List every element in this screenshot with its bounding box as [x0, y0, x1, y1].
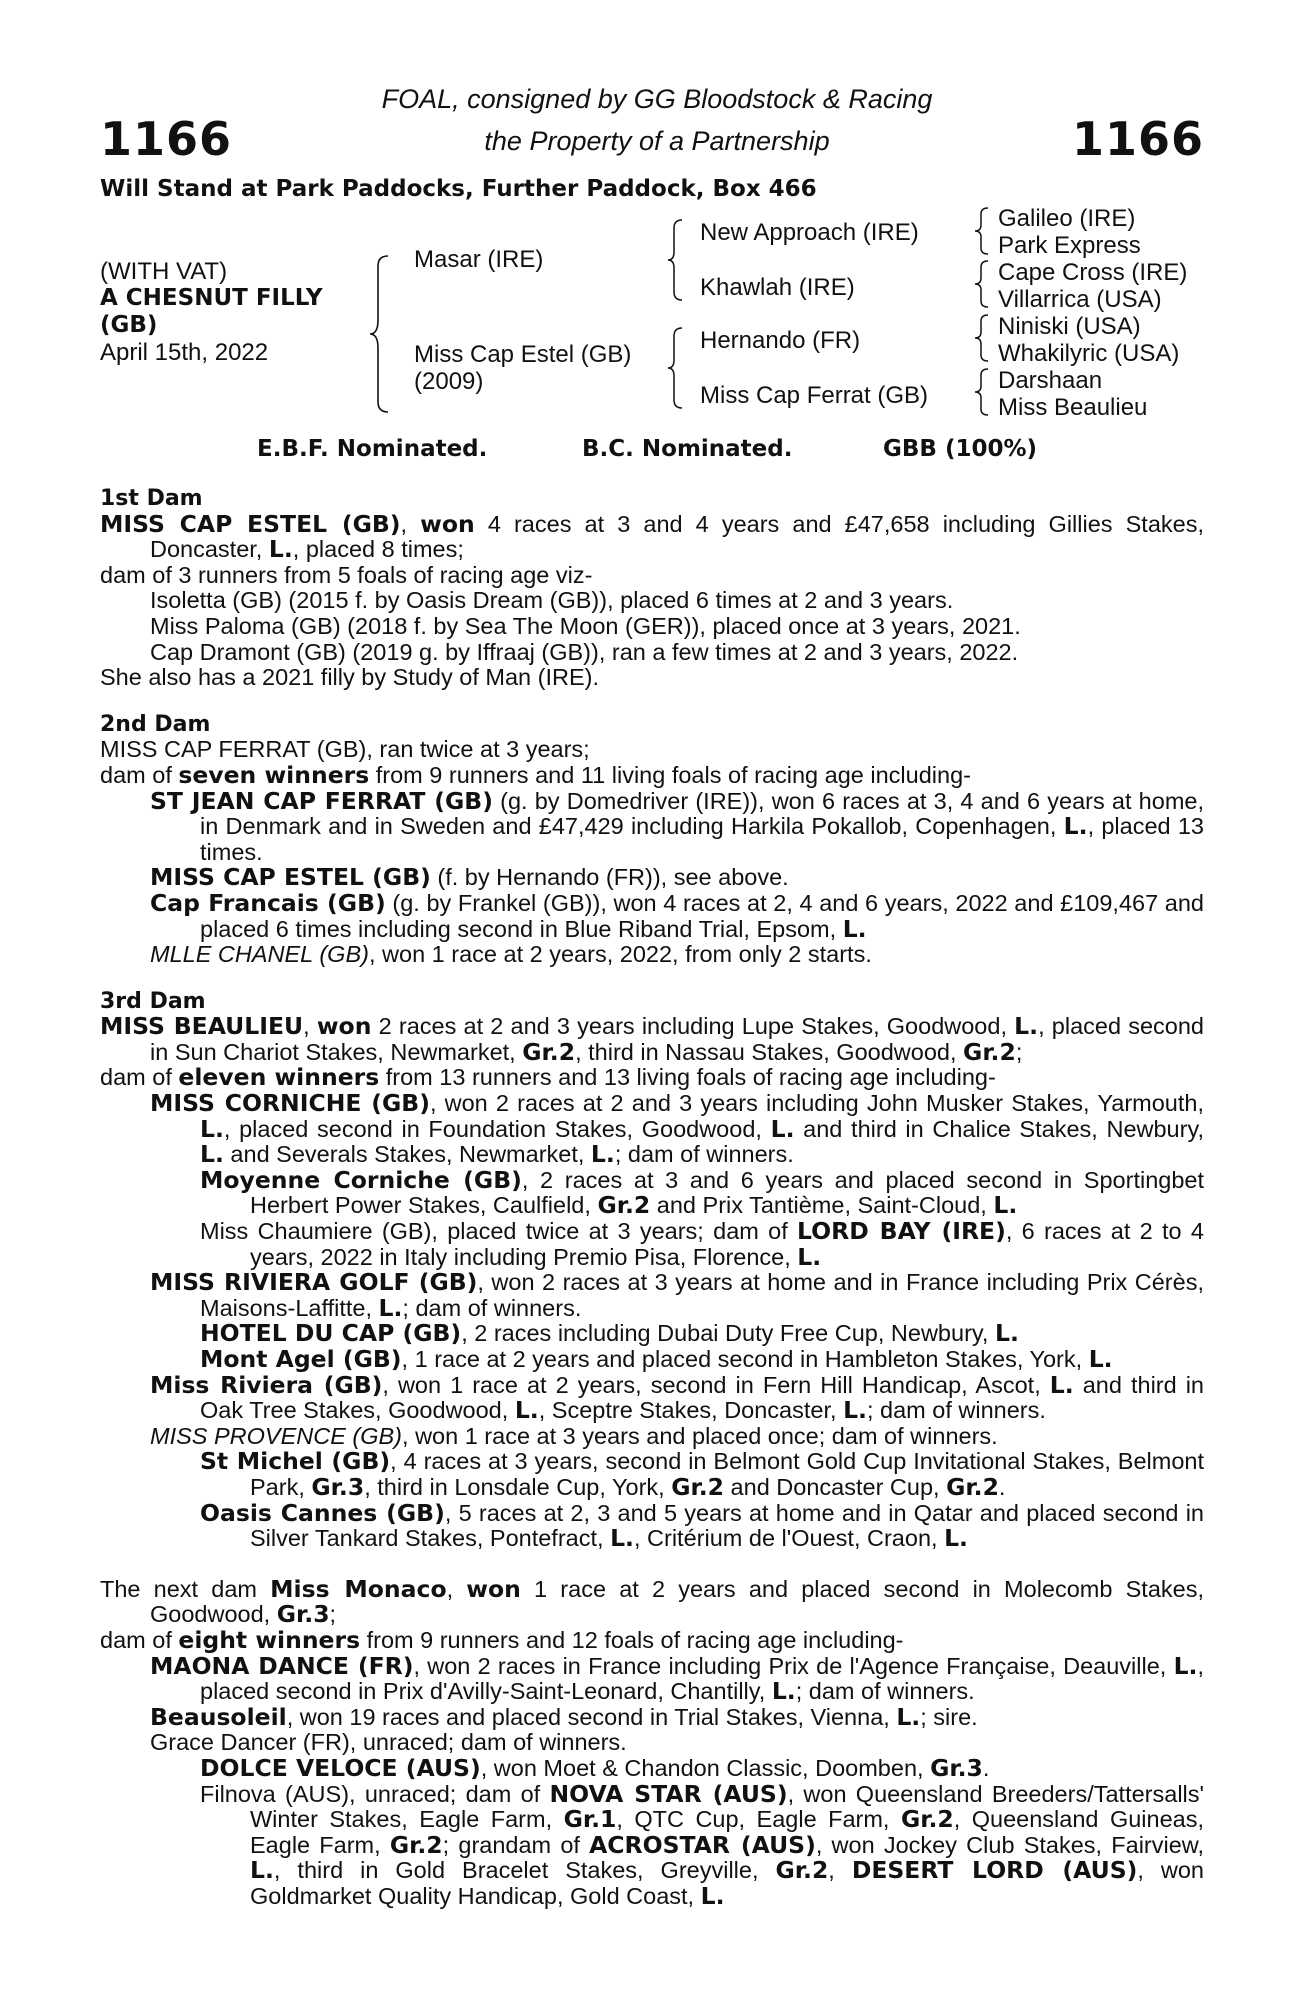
gbb-note: GBB (100%) — [883, 436, 1038, 462]
pedigree-paragraph — [100, 640, 1204, 666]
text-run: , placed 8 times; — [292, 536, 464, 563]
bold-text: L. — [771, 1677, 796, 1706]
dam-name: Miss Cap Estel (GB) — [414, 341, 632, 368]
pedigree-brace-g3-2 — [972, 259, 992, 309]
pedigree-paragraph — [100, 1424, 1204, 1450]
bold-text: L. — [200, 1114, 224, 1143]
pedigree-brace-g3-1 — [972, 206, 992, 256]
pedigree-paragraph — [100, 509, 1204, 564]
bold-text: ACROSTAR (AUS) — [589, 1830, 816, 1859]
pedigree-paragraph — [100, 665, 1204, 691]
bold-text: Cap Francais (GB) — [150, 888, 386, 917]
bold-text: eight winners — [178, 1625, 361, 1654]
text-run: , third in Lonsdale Cup, York, — [364, 1473, 672, 1500]
bold-text: L. — [994, 1319, 1019, 1348]
bold-text: Gr.2 — [522, 1037, 576, 1066]
text-run: and Prix Tantième, Saint-Cloud, — [650, 1192, 994, 1219]
text-run: , — [303, 1013, 317, 1040]
pedigree-paragraph — [100, 1014, 1204, 1065]
text-run: , won Goldmarket Quality Handicap, Gold Coast, — [250, 1857, 1204, 1909]
pedigree-paragraph — [100, 1730, 1204, 1756]
text-run: . — [982, 1754, 990, 1781]
text-run: She also has a 2021 filly by Study of Man (IRE). — [100, 664, 599, 691]
text-run: , 2 races including Dubai Duty Free Cup, Newbury, — [461, 1320, 995, 1347]
text-run: . — [998, 1473, 1006, 1500]
text-run: , won 2 races at 3 years at home and in France including Prix Cérès, Maisons-Laffitte, — [200, 1269, 1204, 1321]
stand-line: Will Stand at Park Paddocks, Further Paddock, Box 466 — [100, 176, 817, 202]
text-run: dam of — [100, 1064, 179, 1091]
text-run: ; dam of winners. — [866, 1397, 1046, 1424]
bold-text: Gr.2 — [597, 1191, 651, 1220]
text-run: ; grandam of — [442, 1831, 590, 1858]
text-run: and Doncaster Cup, — [724, 1473, 947, 1500]
pedigree-gen3-3: Cape Cross (IRE) — [998, 259, 1188, 286]
third-dam-heading: 3rd Dam — [100, 988, 206, 1014]
bold-text: DOLCE VELOCE (AUS) — [200, 1753, 481, 1782]
bold-text: MISS CORNICHE (GB) — [150, 1089, 430, 1118]
text-run: ; — [329, 1601, 337, 1628]
third-dam-section — [100, 1014, 1204, 1551]
text-run: , third in Nassau Stakes, Goodwood, — [575, 1038, 964, 1065]
bold-text: L. — [200, 1140, 224, 1169]
text-run: from 9 runners and 12 foals of racing age including- — [360, 1626, 904, 1653]
pedigree-gen3-1: Galileo (IRE) — [998, 205, 1136, 232]
text-run: ; sire. — [920, 1703, 978, 1730]
bold-text: seven winners — [178, 760, 370, 789]
text-run: , placed second in Foundation Stakes, Goodwood, — [223, 1115, 771, 1142]
pedigree-paragraph — [100, 1574, 1204, 1629]
pedigree-paragraph — [100, 614, 1204, 640]
text-run: , won 1 race at 2 years, 2022, from only 2 starts. — [368, 941, 872, 968]
text-run: , — [828, 1857, 852, 1884]
bold-text: Gr.3 — [311, 1472, 365, 1501]
vat-note: (WITH VAT) — [100, 258, 228, 285]
bold-text: Miss Monaco — [270, 1574, 447, 1603]
text-run: and third in Chalice Stakes, Newbury, — [794, 1115, 1204, 1142]
pedigree-paragraph — [100, 1091, 1204, 1168]
bold-text: MISS CAP ESTEL (GB) — [150, 863, 431, 892]
pedigree-paragraph — [100, 737, 1204, 763]
bold-text: L. — [514, 1396, 539, 1425]
bold-text: Miss Riviera (GB) — [150, 1370, 383, 1399]
text-run: , placed second in Prix d'Avilly-Saint-Leonard, Chantilly, — [200, 1652, 1204, 1705]
bold-text: MISS CAP ESTEL (GB) — [100, 509, 401, 538]
bold-text: MAONA DANCE (FR) — [150, 1651, 414, 1680]
text-run: , won Moet & Chandon Classic, Doomben, — [480, 1754, 931, 1781]
pedigree-brace-dam — [666, 326, 686, 410]
text-run: , won 1 race at 2 years, second in Fern Hill Handicap, Ascot, — [382, 1371, 1050, 1398]
bold-text: L. — [842, 914, 867, 943]
bold-text: Beausoleil — [150, 1702, 287, 1731]
text-run: (f. by Hernando (FR)), see above. — [430, 864, 789, 891]
bold-text: ST JEAN CAP FERRAT (GB) — [150, 786, 493, 815]
text-run: Miss Paloma (GB) (2018 f. by Sea The Moon (GER)), placed once at 3 years, 2021. — [150, 612, 1021, 639]
text-run: Cap Dramont (GB) (2019 g. by Iffraaj (GB)), ran a few times at 2 and 3 years, 2022. — [150, 638, 1019, 665]
text-run: , won 2 races at 2 and 3 years including John Musker Stakes, Yarmouth, — [429, 1090, 1204, 1117]
pedigree-paragraph — [100, 1165, 1204, 1220]
text-run: , won Queensland Breeders/Tattersalls' Winter Stakes, Eagle Farm, — [250, 1780, 1204, 1833]
pedigree-paragraph — [100, 588, 1204, 614]
text-run: (g. by Frankel (GB)), won 4 races at 2, 4 and 6 years, 2022 and £109,467 and placed 6 times including second in Blue Riband Trial, Epsom, — [200, 889, 1205, 942]
pedigree-paragraph — [100, 888, 1205, 943]
text-run: dam of — [100, 1626, 179, 1653]
pedigree-gen2-3: Hernando (FR) — [700, 327, 861, 354]
pedigree-paragraph — [100, 1449, 1204, 1500]
text-run: dam of 3 runners from 5 foals of racing age viz- — [100, 561, 593, 588]
text-run: , 6 races at 2 to 4 years, 2022 in Italy including Premio Pisa, Florence, — [250, 1218, 1204, 1270]
text-run: , 4 races at 3 years, second in Belmont Gold Cup Invitational Stakes, Belmont Park, — [250, 1448, 1205, 1500]
bold-text: Oasis Cannes (GB) — [200, 1498, 445, 1527]
bold-text: eleven winners — [178, 1063, 380, 1092]
bold-text: L. — [378, 1293, 403, 1322]
pedigree-paragraph — [100, 1702, 1204, 1731]
pedigree-paragraph — [100, 1321, 1204, 1347]
pedigree-gen2-1: New Approach (IRE) — [700, 219, 919, 246]
pedigree-paragraph — [100, 563, 1204, 589]
bold-text: L. — [590, 1140, 615, 1169]
text-run: , 2 races at 3 and 6 years and placed second in Sportingbet Herbert Power Stakes, Caulfield, — [250, 1166, 1204, 1219]
pedigree-paragraph — [100, 786, 1204, 866]
sire-name: Masar (IRE) — [414, 246, 544, 273]
italic-text: MISS PROVENCE (GB) — [150, 1422, 403, 1449]
bold-text: NOVA STAR (AUS) — [549, 1779, 788, 1808]
pedigree-paragraph — [100, 1347, 1204, 1373]
bold-text: LORD BAY (IRE) — [797, 1217, 1006, 1246]
first-dam-section — [100, 509, 1204, 691]
bold-text: won — [466, 1574, 521, 1603]
bold-text: Gr.2 — [671, 1472, 725, 1501]
bold-text: Gr.2 — [775, 1856, 829, 1885]
bold-text: Gr.2 — [963, 1037, 1016, 1066]
horse-name: A CHESNUT FILLY — [100, 285, 323, 311]
text-run: The next dam — [100, 1575, 271, 1602]
next-dam-section — [100, 1574, 1204, 1910]
bold-text: L. — [700, 1881, 725, 1910]
text-run: , Queensland Guineas, Eagle Farm, — [250, 1806, 1204, 1858]
lot-number-right: 1166 — [1071, 112, 1204, 166]
pedigree-paragraph — [100, 1779, 1204, 1910]
second-dam-heading: 2nd Dam — [100, 711, 211, 737]
text-run: , — [446, 1575, 467, 1602]
text-run: ; dam of winners. — [402, 1294, 582, 1321]
pedigree-paragraph — [100, 1498, 1205, 1553]
text-run: , 5 races at 2, 3 and 5 years at home and in Qatar and placed second in Silver Tankard Stakes, Pontefract, — [250, 1499, 1205, 1552]
bold-text: MISS RIVIERA GOLF (GB) — [150, 1268, 478, 1297]
pedigree-brace-sire — [666, 218, 686, 302]
text-run: , placed 13 times. — [200, 813, 1204, 865]
consignor-line: FOAL, consigned by GG Bloodstock & Racing — [381, 84, 933, 114]
bold-text: L. — [1063, 812, 1088, 841]
text-run: 1 race at 2 years and placed second in Molecomb Stakes, Goodwood, — [150, 1575, 1204, 1628]
bold-text: L. — [1173, 1651, 1198, 1680]
text-run: (g. by Domedriver (IRE)), won 6 races at 3, 4 and 6 years at home, in Denmark and in Sweden and £47,429 including Harkila Pokallob, Copenhagen, — [200, 787, 1204, 840]
bold-text: MISS BEAULIEU — [100, 1012, 304, 1041]
pedigree-paragraph — [100, 1370, 1205, 1425]
lot-number-left: 1166 — [100, 112, 233, 166]
bold-text: Gr.3 — [930, 1753, 983, 1782]
text-run: ; — [1015, 1038, 1023, 1065]
text-run: ; dam of winners. — [614, 1141, 794, 1168]
pedigree-brace-main — [368, 254, 392, 414]
italic-text: MLLE CHANEL (GB) — [150, 941, 369, 968]
bold-text: Gr.3 — [276, 1600, 330, 1629]
text-run: Filnova (AUS), unraced; dam of — [200, 1780, 550, 1807]
pedigree-gen2-4: Miss Cap Ferrat (GB) — [700, 382, 929, 409]
bold-text: L. — [843, 1396, 867, 1425]
pedigree-paragraph — [100, 1625, 1204, 1654]
bold-text: Gr.2 — [389, 1830, 443, 1859]
bold-text: Gr.2 — [900, 1805, 954, 1834]
first-dam-heading: 1st Dam — [100, 486, 203, 511]
pedigree-gen3-5: Niniski (USA) — [998, 313, 1141, 340]
bold-text: Gr.1 — [563, 1805, 617, 1834]
bold-text: L. — [610, 1524, 634, 1553]
pedigree-brace-g3-4 — [972, 367, 992, 417]
pedigree-brace-g3-3 — [972, 313, 992, 363]
text-run: from 13 runners and 13 living foals of racing age including- — [379, 1064, 996, 1091]
bold-text: DESERT LORD (AUS) — [851, 1856, 1138, 1885]
text-run: ; dam of winners. — [795, 1678, 975, 1705]
text-run: 2 races at 2 and 3 years including Lupe Stakes, Goodwood, — [371, 1013, 1015, 1040]
bold-text: L. — [1088, 1345, 1113, 1373]
pedigree-gen2-2: Khawlah (IRE) — [700, 274, 855, 301]
bold-text: L. — [797, 1242, 822, 1271]
pedigree-paragraph — [100, 942, 1204, 968]
text-run: , won 2 races in France including Prix de l'Agence Française, Deauville, — [413, 1652, 1174, 1679]
catalogue-body — [100, 486, 1204, 1909]
text-run: , Critérium de l'Ouest, Craon, — [633, 1525, 945, 1552]
property-line: the Property of a Partnership — [484, 126, 830, 156]
pedigree-paragraph — [100, 1753, 1204, 1782]
bold-text: won — [316, 1012, 372, 1041]
second-dam-section — [100, 737, 1204, 967]
bold-text: L. — [1049, 1370, 1074, 1399]
pedigree-paragraph — [100, 1219, 1204, 1270]
text-run: Isoletta (GB) (2015 f. by Oasis Dream (GB)), placed 6 times at 2 and 3 years. — [150, 587, 954, 614]
foaled-date: April 15th, 2022 — [100, 339, 269, 366]
pedigree-paragraph — [100, 1270, 1204, 1321]
bold-text: L. — [268, 535, 293, 564]
bold-text: Mont Agel (GB) — [200, 1345, 402, 1373]
pedigree-gen3-7: Darshaan — [998, 367, 1103, 394]
bold-text: L. — [770, 1114, 795, 1143]
text-run: , placed second in Sun Chariot Stakes, Newmarket, — [150, 1013, 1204, 1065]
text-run: , Sceptre Stakes, Doncaster, — [538, 1397, 844, 1424]
bc-nomination: B.C. Nominated. — [582, 436, 793, 462]
bold-text: L. — [250, 1856, 274, 1885]
bold-text: HOTEL DU CAP (GB) — [200, 1319, 462, 1348]
pedigree-gen3-8: Miss Beaulieu — [998, 394, 1148, 421]
text-run: , won 1 race at 3 years and placed once; dam of winners. — [402, 1422, 998, 1449]
text-run: Grace Dancer (FR), unraced; dam of winners. — [150, 1729, 627, 1756]
bold-text: St Michel (GB) — [200, 1447, 391, 1476]
horse-country: (GB) — [100, 312, 158, 338]
pedigree-paragraph — [100, 1065, 1204, 1091]
pedigree-gen3-2: Park Express — [998, 232, 1141, 259]
dam-year: (2009) — [414, 368, 484, 395]
text-run: Miss Chaumiere (GB), placed twice at 3 years; dam of — [200, 1218, 798, 1245]
text-run: dam of — [100, 761, 179, 788]
text-run: and third in Oak Tree Stakes, Goodwood, — [200, 1371, 1205, 1424]
ebf-nomination: E.B.F. Nominated. — [257, 436, 488, 462]
bold-text: L. — [1014, 1012, 1039, 1041]
pedigree-paragraph — [100, 865, 1204, 891]
bold-text: Moyenne Corniche (GB) — [200, 1165, 522, 1194]
bold-text: L. — [944, 1524, 968, 1553]
pedigree-paragraph — [100, 760, 1204, 789]
text-run: , 1 race at 2 years and placed second in Hambleton Stakes, York, — [401, 1346, 1089, 1372]
text-run: , QTC Cup, Eagle Farm, — [616, 1806, 901, 1833]
bold-text: Gr.2 — [946, 1472, 999, 1501]
text-run: from 9 runners and 11 living foals of racing age including- — [369, 761, 971, 788]
bold-text: won — [420, 509, 475, 538]
pedigree-paragraph — [100, 1651, 1204, 1706]
text-run: , third in Gold Bracelet Stakes, Greyville, — [273, 1857, 776, 1884]
bold-text: L. — [896, 1702, 921, 1731]
text-run: 4 races at 3 and 4 years and £47,658 including Gillies Stakes, Doncaster, — [150, 510, 1204, 563]
bold-text: L. — [993, 1191, 1018, 1220]
text-run: , — [400, 510, 421, 537]
pedigree-gen3-4: Villarrica (USA) — [998, 286, 1162, 313]
pedigree-gen3-6: Whakilyric (USA) — [998, 340, 1180, 367]
text-run: , won Jockey Club Stakes, Fairview, — [815, 1831, 1204, 1858]
text-run: and Severals Stakes, Newmarket, — [223, 1141, 591, 1168]
text-run: , won 19 races and placed second in Trial Stakes, Vienna, — [286, 1703, 897, 1730]
text-run: MISS CAP FERRAT (GB), ran twice at 3 years; — [100, 736, 590, 763]
